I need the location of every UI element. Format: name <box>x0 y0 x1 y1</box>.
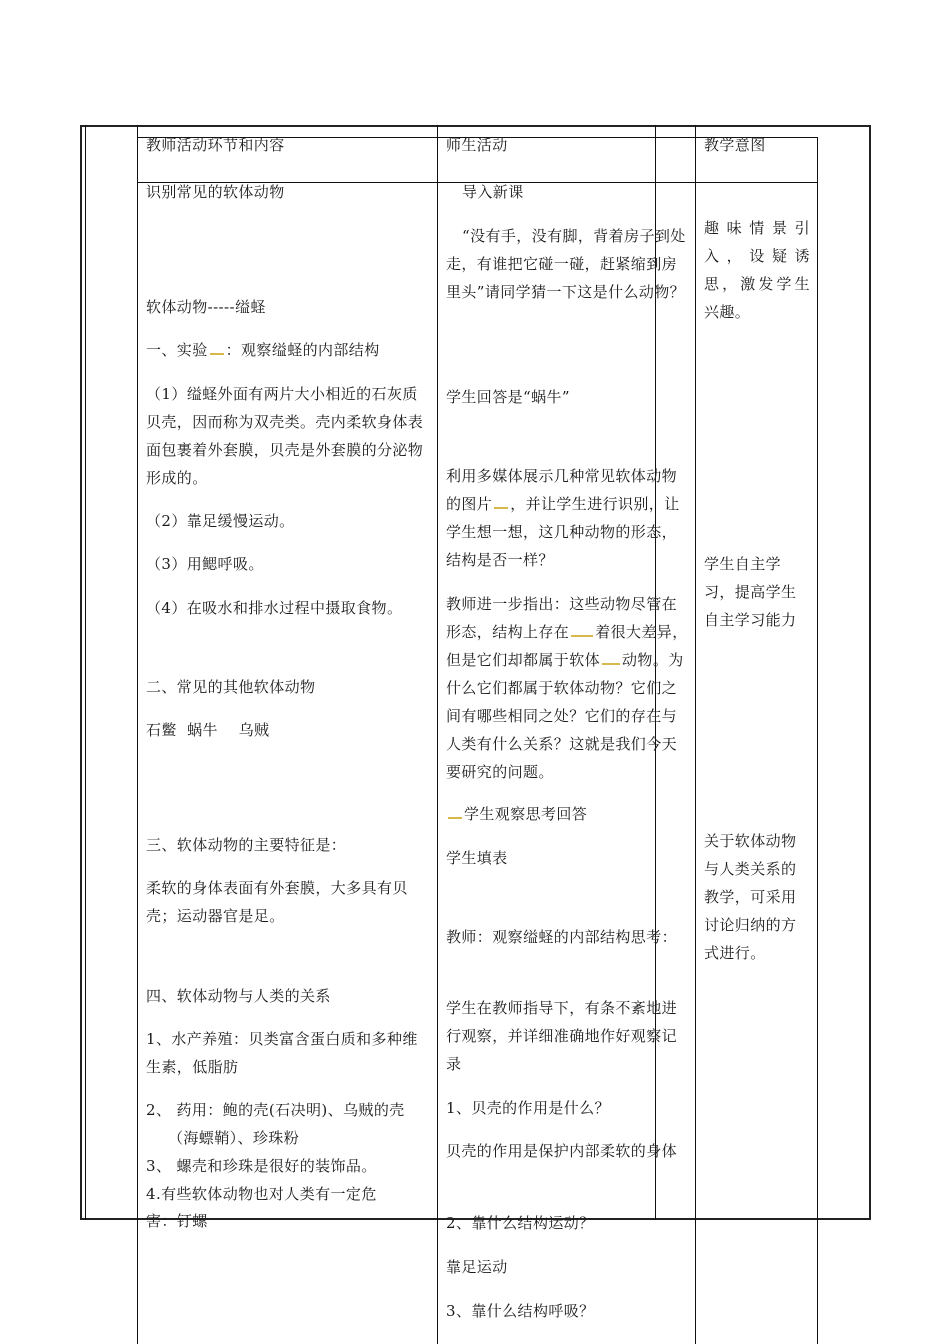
col3-intent-1: 趣味情景引入，设疑诱思，激发学生兴趣。 <box>704 219 810 321</box>
col1-point-1: （1）缢蛏外面有两片大小相近的石灰质贝壳，因而称为双壳类。壳内柔软身体表面包裹着外套膜，贝壳是外套膜的分泌物形成的。 <box>146 385 424 487</box>
header-col3: 教学意图 <box>704 136 766 154</box>
col1-experiment-heading <box>146 336 380 364</box>
inner-left-border <box>85 125 86 1220</box>
col2-col3-divider <box>695 125 696 1344</box>
highlight-mark-3 <box>571 635 593 637</box>
col2-question-1: 1、贝壳的作用是什么？ <box>446 1099 610 1117</box>
col2-intro: 导入新课 <box>462 183 524 201</box>
col1-relation-1: 1、水产养殖：贝类富含蛋白质和多种维生素，低脂肪 <box>146 1030 418 1076</box>
col1-left-border <box>137 125 138 1344</box>
multimedia-text-a: 利用多媒体展示几种常见软体动物的图片 <box>446 467 678 513</box>
col2-student-observe: 学生在教师指导下，有条不紊地进行观察，并详细准确地作好观察记录 <box>446 999 678 1073</box>
col1-relation-4: 4.有些软体动物也对人类有一定危 <box>146 1185 377 1203</box>
outer-left-border <box>80 125 82 1220</box>
col1-relation-4b: 害：钉螺 <box>146 1212 208 1230</box>
experiment-title: ：观察缢蛏的内部结构 <box>225 341 380 359</box>
col2-observe <box>446 800 587 828</box>
col1-relation-2: 2、 药用：鲍的壳(石决明)、乌贼的壳 <box>146 1101 405 1119</box>
col1-section-2: 二、常见的其他软体动物 <box>146 678 316 696</box>
col1-point-2: （2）靠足缓慢运动。 <box>146 512 295 530</box>
teacher-note-c: 动物。为什么它们都属于软体动物？它们之间有哪些相同之处？它们的存在与人类有什么关系？这就是我们今天要研究的问题。 <box>446 651 684 781</box>
multimedia-text-b: ，并让学生进行识别，让学生想一想，这几种动物的形态，结构是否一样？ <box>446 495 680 569</box>
col1-section-3: 三、软体动物的主要特征是： <box>146 836 347 854</box>
col3-intent-3: 关于软体动物与人类关系的教学，可采用讨论归纳的方式进行。 <box>704 832 797 962</box>
table-top-border <box>80 125 871 127</box>
col2-teacher-note <box>446 590 688 786</box>
highlight-mark-5 <box>448 817 462 819</box>
col2-answer-2: 靠足运动 <box>446 1258 508 1276</box>
col3-intent-2: 学生自主学习，提高学生自主学习能力 <box>704 555 797 629</box>
teacher-note-b: 着很大差异，但是它们却都属于软体 <box>446 623 688 669</box>
col1-topic: 识别常见的软体动物 <box>146 183 285 201</box>
col2-riddle: “没有手，没有脚，背着房子到处走，有谁把它碰一碰，赶紧缩到房里头”请同学猜一下这是什么动物？ <box>446 227 686 301</box>
col1-relation-3: 3、 螺壳和珍珠是很好的装饰品。 <box>146 1157 377 1175</box>
col2-question-2: 2、靠什么结构运动？ <box>446 1214 595 1232</box>
col3-right-border <box>817 137 818 1344</box>
col2-question-3: 3、靠什么结构呼吸？ <box>446 1302 595 1320</box>
col1-features: 柔软的身体表面有外套膜，大多具有贝壳；运动器官是足。 <box>146 879 408 925</box>
col1-examples: 石鳖 蜗牛 乌贼 <box>146 721 270 739</box>
col1-col2-divider <box>437 125 438 1344</box>
outer-right-border <box>869 125 871 1220</box>
observe-text: 学生观察思考回答 <box>464 805 588 823</box>
col2-answer: 学生回答是“蜗牛” <box>446 388 570 406</box>
col2-fill-table: 学生填表 <box>446 849 508 867</box>
col2-teacher-think: 教师：观察缢蛏的内部结构思考： <box>446 928 678 946</box>
header-col1: 教师活动环节和内容 <box>146 136 285 154</box>
header-col2: 师生活动 <box>446 136 508 154</box>
col1-section-4: 四、软体动物与人类的关系 <box>146 987 331 1005</box>
col2-multimedia <box>446 462 688 574</box>
col1-relation-2b: （海螵鞘）、珍珠粉 <box>168 1129 300 1147</box>
col2-answer-1: 贝壳的作用是保护内部柔软的身体 <box>446 1142 678 1160</box>
col1-subtopic: 软体动物-----缢蛏 <box>146 298 266 316</box>
teacher-note-a: 教师进一步指出：这些动物尽管在形态，结构上存在 <box>446 595 678 641</box>
experiment-label: 一、实验 <box>146 341 208 359</box>
col1-point-4: （4）在吸水和排水过程中摄取食物。 <box>146 599 403 617</box>
highlight-mark-2 <box>494 507 508 509</box>
highlight-mark-4 <box>602 663 620 665</box>
col1-point-3: （3）用鳃呼吸。 <box>146 555 264 573</box>
highlight-mark <box>210 353 224 355</box>
